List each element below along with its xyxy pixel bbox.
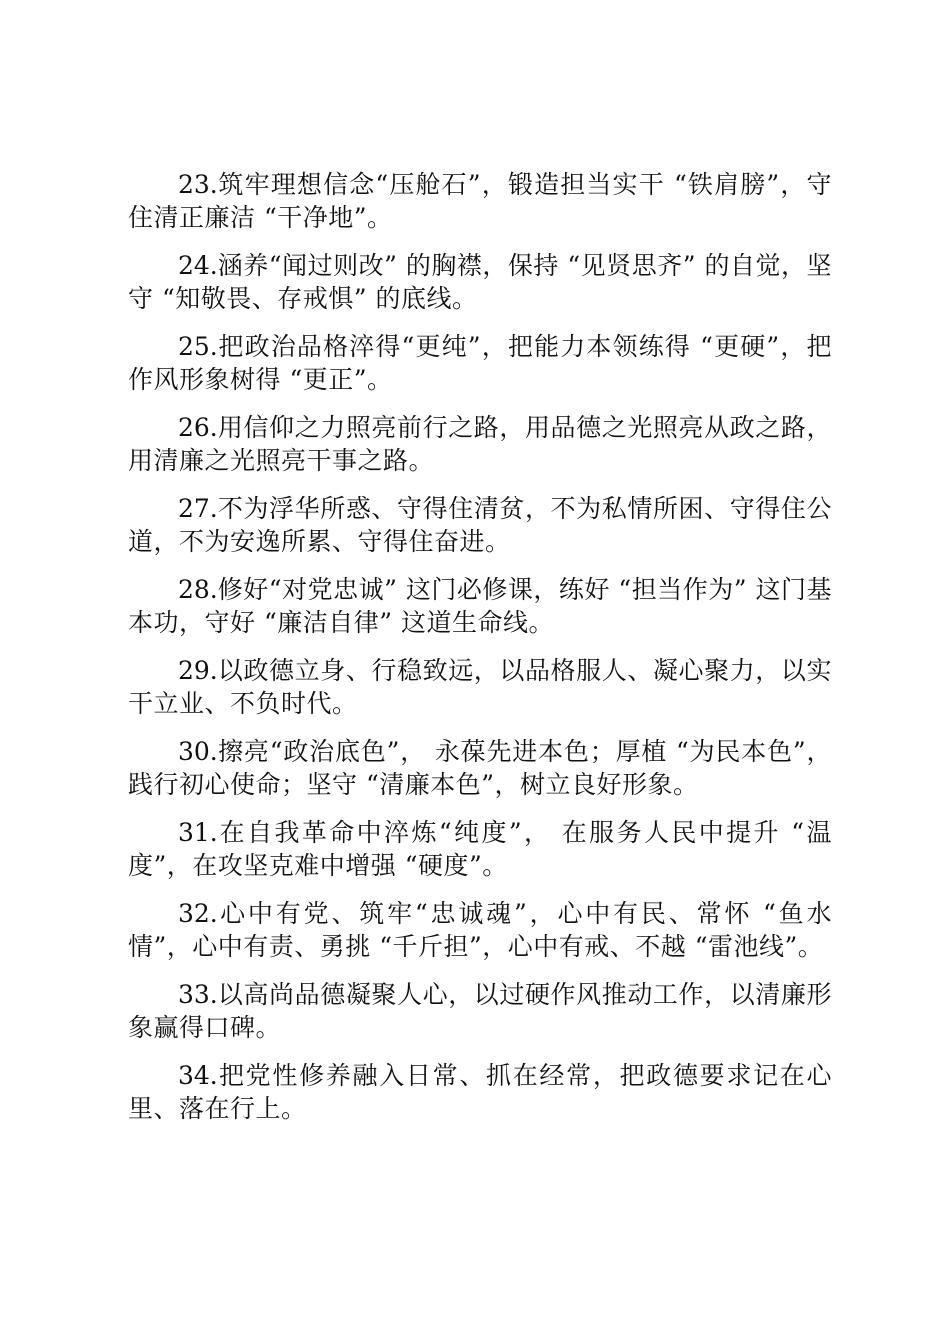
paragraph-number: 27. bbox=[178, 494, 218, 523]
paragraph-number: 24. bbox=[178, 251, 218, 280]
paragraph-number: 30. bbox=[178, 737, 218, 766]
paragraph-26 bbox=[128, 411, 832, 477]
paragraph-31 bbox=[128, 816, 832, 882]
paragraph-text: 涵养“闻过则改” 的胸襟，保持 “见贤思齐” 的自觉，坚守 “知敬畏、存戒惧” 的底线。 bbox=[128, 251, 832, 313]
paragraph-number: 28. bbox=[178, 575, 218, 604]
paragraph-number: 25. bbox=[178, 332, 218, 361]
paragraph-text: 修好“对党忠诚” 这门必修课，练好 “担当作为” 这门基本功，守好 “廉洁自律” 这道生命线。 bbox=[128, 575, 832, 637]
paragraph-text: 把党性修养融入日常、抓在经常，把政德要求记在心里、落在行上。 bbox=[128, 1061, 832, 1123]
paragraph-28 bbox=[128, 573, 832, 639]
paragraph-text: 擦亮“政治底色”， 永葆先进本色；厚植 “为民本色”，践行初心使命；坚守 “清廉本色”，树立良好形象。 bbox=[128, 737, 832, 799]
paragraph-text: 心中有党、筑牢“忠诚魂”，心中有民、常怀 “鱼水情”，心中有责、勇挑 “千斤担”，心中有戒、不越 “雷池线”。 bbox=[128, 899, 832, 961]
paragraph-number: 34. bbox=[178, 1061, 218, 1090]
paragraph-32 bbox=[128, 897, 832, 963]
paragraph-text: 用信仰之力照亮前行之路，用品德之光照亮从政之路，用清廉之光照亮干事之路。 bbox=[128, 413, 832, 475]
paragraph-24 bbox=[128, 249, 832, 315]
paragraph-number: 31. bbox=[178, 818, 218, 847]
paragraph-number: 23. bbox=[178, 170, 218, 199]
paragraph-23 bbox=[128, 168, 832, 234]
paragraph-text: 以政德立身、行稳致远，以品格服人、凝心聚力，以实干立业、不负时代。 bbox=[128, 656, 832, 718]
paragraph-text: 在自我革命中淬炼“纯度”， 在服务人民中提升 “温度”，在攻坚克难中增强 “硬度”。 bbox=[128, 818, 832, 880]
paragraph-number: 33. bbox=[178, 980, 218, 1009]
paragraph-number: 32. bbox=[178, 899, 218, 928]
document-body bbox=[128, 168, 832, 1140]
paragraph-30 bbox=[128, 735, 832, 801]
paragraph-text: 以高尚品德凝聚人心，以过硬作风推动工作，以清廉形象赢得口碑。 bbox=[128, 980, 832, 1042]
paragraph-27 bbox=[128, 492, 832, 558]
paragraph-text: 把政治品格淬得“更纯”，把能力本领练得 “更硬”，把作风形象树得 “更正”。 bbox=[128, 332, 832, 394]
paragraph-text: 筑牢理想信念“压舱石”，锻造担当实干 “铁肩膀”，守住清正廉洁 “干净地”。 bbox=[128, 170, 832, 232]
paragraph-34 bbox=[128, 1059, 832, 1125]
paragraph-29 bbox=[128, 654, 832, 720]
paragraph-number: 29. bbox=[178, 656, 218, 685]
paragraph-25 bbox=[128, 330, 832, 396]
paragraph-text: 不为浮华所惑、守得住清贫，不为私情所困、守得住公道，不为安逸所累、守得住奋进。 bbox=[128, 494, 832, 556]
paragraph-33 bbox=[128, 978, 832, 1044]
paragraph-number: 26. bbox=[178, 413, 218, 442]
